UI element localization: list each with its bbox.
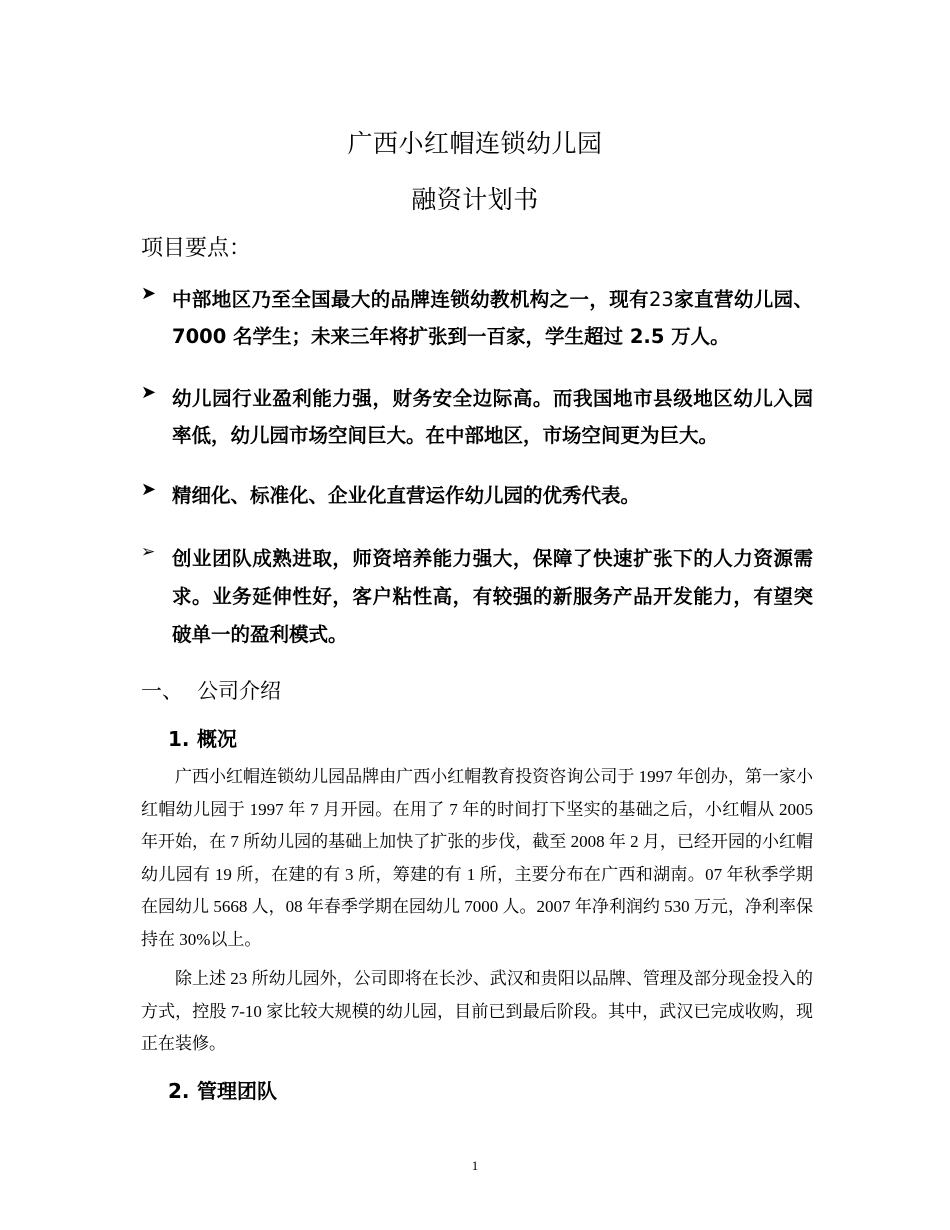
key-point-item [141, 281, 813, 355]
arrowhead-bullet-icon: ➤ [141, 382, 157, 403]
subsection-title: 管理团队 [197, 1079, 277, 1103]
page-number: 1 [471, 1158, 479, 1173]
document-subtitle: 融资计划书 [411, 185, 539, 214]
arrowhead-bullet-icon: ➤ [141, 283, 157, 304]
subsection-heading-management [168, 1075, 277, 1104]
overview-paragraph: 广西小红帽连锁幼儿园品牌由广西小红帽教育投资咨询公司于 1997 年创办，第一家小红帽幼儿园于 1997 年 7 月开园。在用了 7 年的时间打下坚实的基础之后，小红帽从 2005 年开始，在 7 所幼儿园的基础上加快了扩张的步伐，截至 2008 年 2 月，已经开园的小红帽幼儿园有 19 所，在建的有 3 所，筹建的有 1 所，主要分布在广西和湖南。07 年秋季学期在园幼儿 5668 人，08 年春季学期在园幼儿 7000 人。2007 年净利润约 530 万元，净利率保持在 30%以上。 [141, 767, 813, 949]
section-heading-company [141, 675, 281, 705]
key-point-item [141, 380, 813, 454]
key-point-text: 中部地区乃至全国最大的品牌连锁幼教机构之一，现有23家直营幼儿园、7000 名学生；未来三年将扩张到一百家，学生超过 2.5 万人。 [172, 288, 813, 348]
key-point-item [141, 477, 813, 514]
document-title: 广西小红帽连锁幼儿园 [347, 129, 603, 158]
subsection-number: 2. [168, 1079, 190, 1103]
subsection-title: 概况 [197, 727, 237, 751]
arrowhead-bullet-icon: ➢ [141, 542, 156, 562]
section-number: 一、 [141, 679, 183, 703]
subsection-heading-overview [168, 723, 237, 752]
section-title: 公司介绍 [197, 679, 281, 703]
arrowhead-bullet-icon: ➤ [141, 479, 157, 500]
subsection-number: 1. [168, 727, 190, 751]
key-point-text: 幼儿园行业盈利能力强，财务安全边际高。而我国地市县级地区幼儿入园率低，幼儿园市场空间巨大。在中部地区，市场空间更为巨大。 [172, 387, 813, 447]
key-point-text: 精细化、标准化、企业化直营运作幼儿园的优秀代表。 [172, 484, 641, 507]
key-points-heading: 项目要点： [141, 236, 252, 261]
key-point-item [141, 540, 813, 654]
expansion-paragraph: 除上述 23 所幼儿园外，公司即将在长沙、武汉和贵阳以品牌、管理及部分现金投入的方式，控股 7-10 家比较大规模的幼儿园，目前已到最后阶段。其中，武汉已完成收购，现正在装修。 [141, 969, 813, 1053]
key-point-text: 创业团队成熟进取，师资培养能力强大，保障了快速扩张下的人力资源需求。业务延伸性好，客户粘性高，有较强的新服务产品开发能力，有望突破单一的盈利模式。 [172, 547, 813, 646]
